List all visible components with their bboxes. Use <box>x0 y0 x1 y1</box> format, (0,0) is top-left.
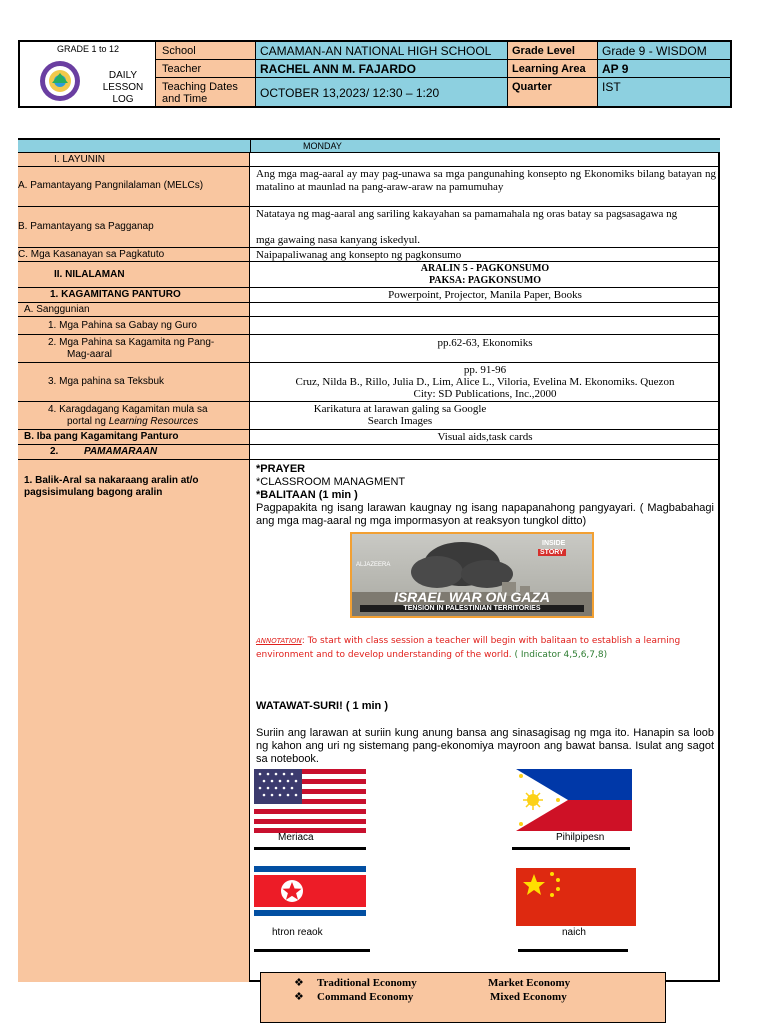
school-seal <box>38 59 82 103</box>
row-a <box>18 167 720 207</box>
dates-label-1: Teaching Dates <box>162 81 238 93</box>
nilalaman-heading: II. NILALAMAN <box>54 269 125 280</box>
economy-row-1 <box>294 977 304 990</box>
a-value: Ang mga mag-aaral ay may pag-unawa sa mga pangunahing konsepto ng Ekonomiks bilang batayan ng matalino at maunlad na pang-araw-araw na pamumuhay <box>256 168 716 193</box>
flag3-caption: htron reaok <box>272 927 323 938</box>
kagamitan-value: Powerpoint, Projector, Manila Paper, Books <box>388 289 582 301</box>
grade-value: Grade 9 - WISDOM <box>602 44 707 58</box>
log-label: LOG <box>112 94 134 105</box>
sanggunian-row <box>18 303 720 317</box>
dates-label-cell <box>156 78 256 106</box>
r3-value-2: Cruz, Nilda B., Rillo, Julia D., Lim, Alice L., Viloria, Evelina M. Ekonomiks. Quezon <box>295 376 675 388</box>
activity-row <box>18 460 720 982</box>
pamamaraan-row <box>18 445 720 460</box>
news-inside: INSIDE <box>542 540 566 547</box>
ref-row-3 <box>18 363 720 402</box>
daily-label: DAILY <box>108 70 138 81</box>
grade-value-cell <box>598 42 730 60</box>
row-c <box>18 248 720 262</box>
school-label: School <box>162 45 196 57</box>
annotation <box>256 634 714 662</box>
kagamitan-row <box>18 288 720 303</box>
pamamaraan-num: 2. <box>50 446 59 457</box>
nilalaman-row <box>18 262 720 288</box>
annotation-text: : To start with class session a teacher will begin with balitaan to establish a learning environment and to develop understanding of the world. <box>256 636 681 660</box>
c-label: C. Mga Kasanayan sa Pagkatuto <box>18 249 165 260</box>
quarter-label-cell <box>508 78 598 106</box>
news-headline: ISRAEL WAR ON GAZA <box>393 589 551 605</box>
quarter-value-cell <box>598 78 730 106</box>
school-value-cell <box>256 42 508 60</box>
r1-label: 1. Mga Pahina sa Gabay ng Guro <box>48 320 197 331</box>
ref-row-4 <box>18 402 720 430</box>
dates-value: OCTOBER 13,2023/ 12:30 – 1:20 <box>260 86 440 100</box>
news-brand: ALJAZEERA <box>356 562 391 568</box>
china-flag <box>516 868 636 926</box>
b-value-1: Natataya ng mag-aaral ang sariling kakayahan sa pamamahala ng oras batay sa pagsasagawa ng <box>256 208 678 220</box>
grade-range: GRADE 1 to 12 <box>56 44 120 54</box>
c-value: Naipapaliwanag ang konsepto ng pagkonsumo <box>256 249 462 261</box>
b-value-2: mga gawaing nasa kanyang iskedyul. <box>256 234 421 246</box>
news-image <box>350 532 594 618</box>
r4-label-2a: portal ng <box>67 416 109 427</box>
news-sub: TENSION IN PALESTINIAN TERRITORIES <box>360 605 584 612</box>
indicator-text: ( Indicator 4,5,6,7,8) <box>514 650 608 660</box>
north-korea-flag <box>254 866 366 916</box>
area-label: Learning Area <box>512 63 586 75</box>
b-label: B. Pamantayang sa Pagganap <box>18 221 154 232</box>
area-label-cell <box>508 60 598 78</box>
kagamitan-heading: 1. KAGAMITANG PANTURO <box>50 289 181 300</box>
r3-value-1: pp. 91-96 <box>463 364 507 376</box>
market-economy: Market Economy <box>488 977 571 989</box>
command-economy: Command Economy <box>317 991 414 1003</box>
day-row <box>18 140 720 153</box>
layunin-heading: I. LAYUNIN <box>54 154 105 165</box>
header-table <box>18 40 732 108</box>
flag1-answer-line <box>254 847 366 850</box>
grade-label: Grade Level <box>512 45 575 57</box>
news-story: STORY <box>540 549 564 556</box>
watawat-label: WATAWAT-SURI! ( 1 min ) <box>256 700 388 712</box>
quarter-label: Quarter <box>512 81 552 93</box>
row-b <box>18 207 720 248</box>
watawat-text: Suriin ang larawan at suriin kung anung bansa ang sinasagisag ng mga ito. Hanapin sa loob ng kahon ang uri ng sistemang pang-ekonomiya mayroon ang bawat bansa. Isulat ang sagot sa notebook. <box>256 727 714 765</box>
r4-label-2 <box>67 416 198 428</box>
teacher-value: RACHEL ANN M. FAJARDO <box>260 62 417 76</box>
r2-label-1: 2. Mga Pahina sa Kagamita ng Pang- <box>48 337 215 348</box>
balik-label: 1. Balik-Aral sa nakaraang aralin at/o pagsisimulang bagong aralin <box>24 475 199 498</box>
flag4-answer-line <box>518 949 628 952</box>
iba-value: Visual aids,task cards <box>437 431 533 443</box>
lesson-label: LESSON <box>102 82 144 93</box>
dates-label-2: and Time <box>162 93 208 105</box>
r4-value-1: Karikatura at larawan galing sa Google <box>313 403 487 415</box>
aralin-title: ARALIN 5 - PAGKONSUMO <box>420 263 550 274</box>
bullet-icon: ❖ <box>294 991 304 1003</box>
balitaan-text: Pagpapakita ng isang larawan kaugnay ng isang napapanahong pangyayari. ( Magbabahagi ang mga mag-aaral ng mga impormasyon at reaksyon tungkol ditto) <box>256 502 714 527</box>
flag3-answer-line <box>254 949 370 952</box>
sanggunian-heading: A. Sanggunian <box>24 304 90 315</box>
school-value: CAMAMAN-AN NATIONAL HIGH SCHOOL <box>260 44 492 58</box>
flag2-answer-line <box>512 847 630 850</box>
pamamaraan-heading: PAMAMARAAN <box>84 446 158 457</box>
day-header: MONDAY <box>303 141 342 151</box>
prayer-label: *PRAYER <box>256 463 306 475</box>
flag4-caption: naich <box>562 927 586 938</box>
quarter-value: IST <box>602 80 621 94</box>
r4-value-2: Search Images <box>367 415 433 427</box>
bullet-icon: ❖ <box>294 977 304 989</box>
r4-label-1: 4. Karagdagang Kagamitan mula sa <box>48 404 208 415</box>
r3-label: 3. Mga pahina sa Teksbuk <box>48 376 165 387</box>
economy-row-2 <box>294 991 304 1004</box>
classroom-label: *CLASSROOM MANAGMENT <box>256 476 406 488</box>
traditional-economy: Traditional Economy <box>317 977 417 989</box>
r2-label-2: Mag-aaral <box>67 349 113 360</box>
r4-label-2b: Learning Resources <box>108 416 199 427</box>
area-value: AP 9 <box>602 62 629 76</box>
balitaan-label: *BALITAAN (1 min ) <box>256 489 358 501</box>
layunin-row <box>18 153 720 167</box>
philippines-flag <box>516 769 632 831</box>
teacher-label: Teacher <box>162 63 202 75</box>
paksa-title: PAKSA: PAGKONSUMO <box>428 275 542 286</box>
teacher-label-cell <box>156 60 256 78</box>
r3-value-3: City: SD Publications, Inc.,2000 <box>413 388 557 400</box>
ref-row-2 <box>18 335 720 363</box>
ref-row-1 <box>18 317 720 335</box>
area-value-cell <box>598 60 730 78</box>
iba-label: B. Iba pang Kagamitang Panturo <box>24 431 179 442</box>
teacher-value-cell <box>256 60 508 78</box>
a-label: A. Pamantayang Pangnilalaman (MELCs) <box>18 180 204 191</box>
school-label-cell <box>156 42 256 60</box>
dates-value-cell <box>256 78 508 106</box>
flag1-caption: Meriaca <box>278 832 314 843</box>
mixed-economy: Mixed Economy <box>490 991 567 1003</box>
iba-row <box>18 430 720 445</box>
annotation-label: ANNOTATION <box>256 637 302 645</box>
logo-cell <box>20 42 156 106</box>
grade-label-cell <box>508 42 598 60</box>
usa-flag <box>254 769 366 833</box>
flag2-caption: Pihilpipesn <box>556 832 605 843</box>
r2-value: pp.62-63, Ekonomiks <box>437 337 533 349</box>
